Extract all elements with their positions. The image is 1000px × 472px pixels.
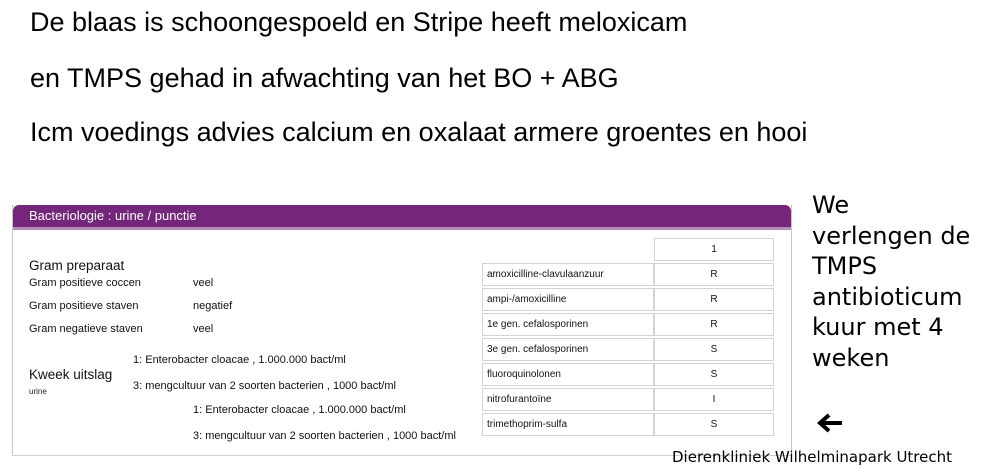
antibiogram-table bbox=[482, 236, 774, 438]
table-row bbox=[482, 313, 774, 336]
note-line-3: Icm voedings advies calcium en oxalaat armere groentes en hooi bbox=[30, 117, 808, 147]
susceptibility-result: I bbox=[654, 388, 774, 411]
susceptibility-result: R bbox=[654, 288, 774, 311]
note-line-1: De blaas is schoongespoeld en Stripe heeft meloxicam bbox=[30, 7, 688, 37]
gram-row-value: veel bbox=[193, 323, 214, 335]
side-note-line: antibioticum bbox=[812, 282, 963, 311]
culture-subheading: urine bbox=[29, 387, 47, 396]
side-note-line: TMPS bbox=[812, 252, 878, 280]
drug-name: trimethoprim-sulfa bbox=[482, 413, 654, 436]
side-note-line: kuur met 4 bbox=[812, 313, 944, 341]
arrow-left-icon bbox=[816, 410, 844, 440]
susceptibility-result: R bbox=[654, 313, 774, 336]
drug-name: amoxicilline-clavulaanzuur bbox=[482, 263, 654, 286]
drug-name: 1e gen. cefalosporinen bbox=[482, 313, 654, 336]
arrow-left-icon-svg bbox=[816, 412, 844, 434]
susceptibility-result: R bbox=[654, 263, 774, 286]
drug-name: 3e gen. cefalosporinen bbox=[482, 338, 654, 361]
antibiogram-column-header: 1 bbox=[654, 238, 774, 261]
gram-heading: Gram preparaat bbox=[29, 258, 125, 273]
table-row bbox=[482, 338, 774, 361]
susceptibility-result: S bbox=[654, 413, 774, 436]
susceptibility-result: S bbox=[654, 363, 774, 386]
antibiogram-corner bbox=[482, 238, 654, 261]
note-line-2: en TMPS gehad in afwachting van het BO + ABG bbox=[30, 63, 619, 93]
culture-line: 1: Enterobacter cloacae , 1.000.000 bact/ml bbox=[193, 404, 406, 416]
table-row bbox=[482, 363, 774, 386]
side-note-line: verlengen de bbox=[812, 221, 971, 250]
drug-name: nitrofurantoïne bbox=[482, 388, 654, 411]
gram-row-value: veel bbox=[193, 277, 214, 289]
drug-name: ampi-/amoxicilline bbox=[482, 288, 654, 311]
side-note-line: weken bbox=[812, 343, 890, 372]
gram-row-label: Gram positieve coccen bbox=[29, 277, 141, 289]
side-note bbox=[812, 190, 992, 373]
gram-row-label: Gram positieve staven bbox=[29, 300, 139, 312]
table-row bbox=[482, 263, 774, 286]
side-note-line: We bbox=[812, 191, 850, 219]
table-row bbox=[482, 288, 774, 311]
report-header bbox=[13, 205, 791, 227]
table-row bbox=[482, 388, 774, 411]
gram-row-value: negatief bbox=[193, 300, 233, 312]
culture-line: 3: mengcultuur van 2 soorten bacterien , 1000 bact/ml bbox=[193, 430, 456, 442]
susceptibility-result: S bbox=[654, 338, 774, 361]
culture-line: 3: mengcultuur van 2 soorten bacterien , 1000 bact/ml bbox=[133, 380, 396, 392]
report-title: Bacteriologie : urine / punctie bbox=[29, 208, 197, 223]
footer-clinic-name: Dierenkliniek Wilhelminapark Utrecht bbox=[672, 448, 953, 466]
culture-heading: Kweek uitslag bbox=[29, 367, 113, 382]
gram-row-label: Gram negatieve staven bbox=[29, 323, 143, 335]
culture-line: 1: Enterobacter cloacae , 1.000.000 bact/ml bbox=[133, 354, 346, 366]
drug-name: fluoroquinolonen bbox=[482, 363, 654, 386]
table-row bbox=[482, 413, 774, 436]
